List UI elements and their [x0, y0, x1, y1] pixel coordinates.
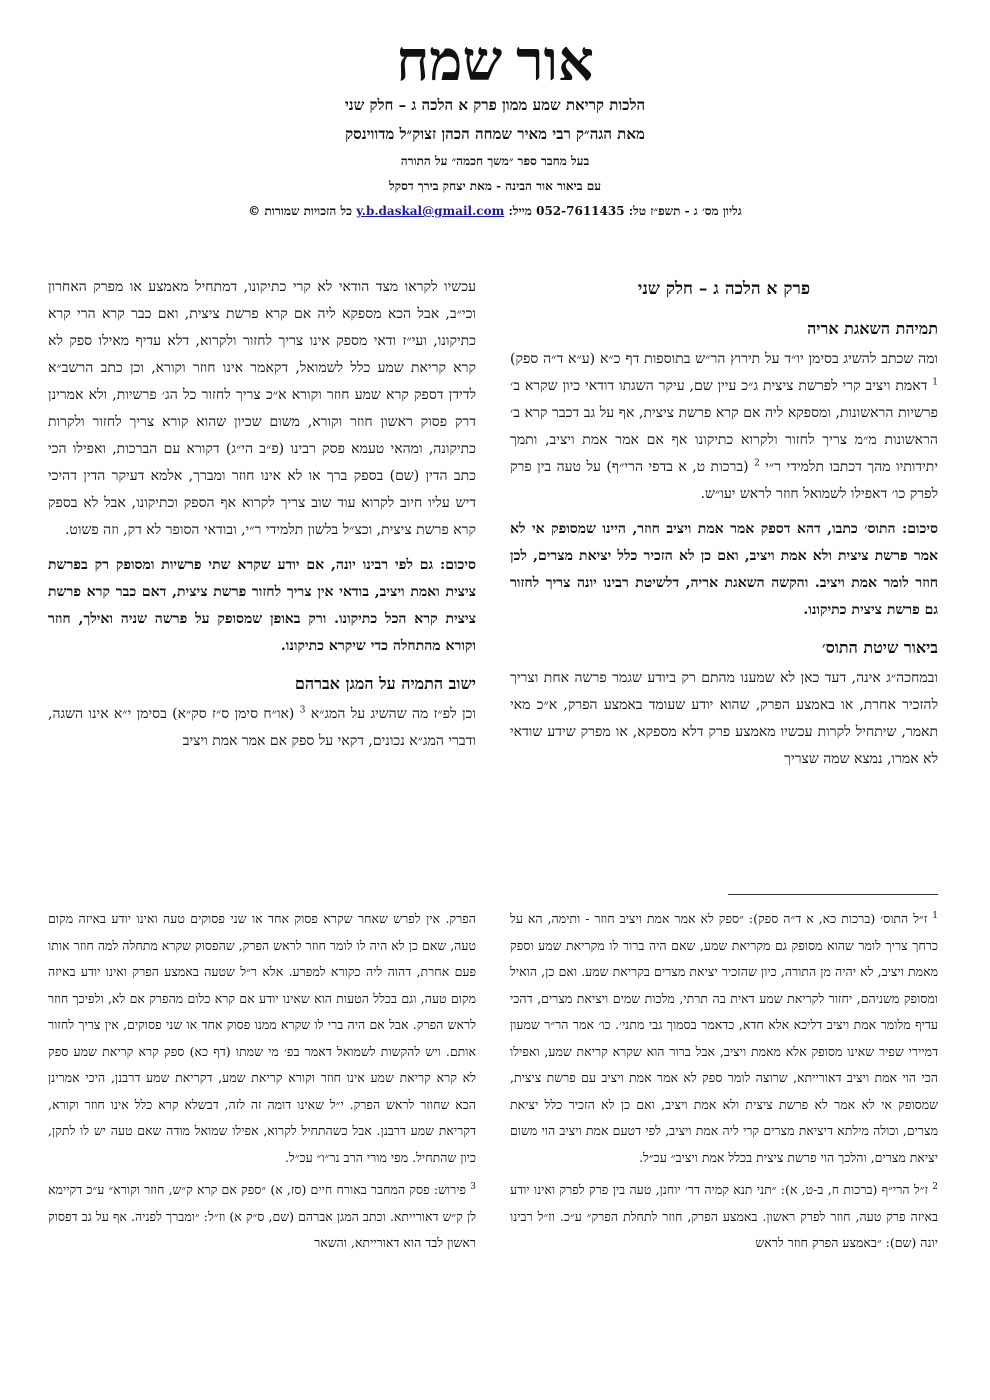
- footnote-2: $^2$ ז״ל הרי״ף (ברכות ח, ב-ט, א): ״תני תנא קמיה דר׳ יוחנן, טעה בין פרק לפרק ואינו יודע באיזה פרק טעה, חוזר לפרק ראשון. באמצע הפרק, חוזר לתחלת הפרק״ ע״כ. וז״ל רבינו יונה (שם): ״באמצע הפרק חוזר לראש: [510, 1181, 938, 1250]
- paragraph-1: ומה שכתב להשיג בסימן יו״ד על תירוץ הר״ש בתוספות דף כ״א (ע״א ד״ה ספק) $^1$ דאמת ויציב קרי לפרשת ציצית ג״כ עיין שם, עיקר השגתו דודאי כיון שקרא ב׳ פרשיות הראשונות, ומספקא ליה אם קרא פרשת ציצית, אף על גב דכבר קרא ב׳ הראשונות מ״מ צריך לחזור ולקרוא כתיקונו אף אם אמר אמת ויציב, ותמך יתידותיו מהך דכתבו תלמידי ר״י $^2$ (ברכות ט, א בדפי הרי״ף) על טעה בין פרק לפרק כו׳ דאפילו לשמואל חוזר לראש יעו״ש.: [510, 351, 939, 502]
- footnote-ref-3[interactable]: 3: [299, 705, 306, 716]
- header: [40, 30, 950, 219]
- email-link[interactable]: y.b.daskal@gmail.com: [356, 204, 505, 218]
- section-heading-3: ישוב התמיה על המגן אברהם: [294, 674, 476, 693]
- footnotes-right: [510, 906, 938, 1263]
- author-note: בעל מחבר ספר ״משך חכמה״ על התורה: [400, 154, 590, 168]
- footnote-ref-1[interactable]: 1: [932, 377, 938, 388]
- paragraph-4: וכן לפ״ז מה שהשיג על המג״א $^3$ (או״ח סימן ס״ז סק״א) בסימן י״א אינו השגה, ודברי המג״א נכונים, דקאי על ספק אם אמר אמת ויציב: [48, 705, 476, 749]
- right-column: [510, 276, 938, 781]
- author-line: מאת הגה״ק רבי מאיר שמחה הכהן זצוק״ל מדווינסק: [345, 125, 645, 143]
- issue-prefix: גליון מס׳ ג - תשפ״ז טל: 052-7611435 מייל:: [508, 204, 742, 218]
- subtitle: הלכות קריאת שמע ממון פרק א הלכה ג – חלק שני: [344, 96, 646, 114]
- commentary-line: עם ביאור אור הבינה - מאת יצחק בירך דסקל: [388, 179, 602, 193]
- summary-2: סיכום: גם לפי רבינו יונה, אם יודע שקרא שתי פרשיות ומסופק רק בפרשת ציצית ואמת ויציב, בודאי אין צריך לחזור פרשת ציצית, דאם כבר קרא פרשת ציצית קרא הכל כתיקונו. ורק באופן שמסופק על פרשה שניה ואילך, חוזר וקורא מהתחלה כדי שיקרא כתיקונו.: [48, 557, 476, 654]
- left-column: [48, 274, 476, 763]
- footnotes-left: [48, 906, 476, 1263]
- summary-1: סיכום: התוס׳ כתבו, דהא דספק אמר אמת ויציב חוזר, היינו שמסופק אי לא אמר פרשת ציצית ולא אמת ויציב, ואם כן לא הזכיר כלל יציאת מצרים, לכן חוזר לומר אמת ויציב. והקשה השאגת אריה, דלשיטת רבינו יונה צריך לחזור גם פרשת ציצית כתיקונו.: [510, 521, 938, 618]
- chapter-heading: פרק א הלכה ג – חלק שני: [637, 279, 811, 299]
- footnote-1: $^1$ ז״ל התוס׳ (ברכות כא, א ד״ה ספק): ״ספק לא אמר אמת ויציב חוזר - ותימה, הא על כרחך צריך לומר שהוא מסופק גם מקריאת שמע, שאם היה ברור לו מקריאת שמע וספק מאמת ויציב, לא יהיה מן התורה, כיון שהזכיר יציאת מצרים בקריאת שמע. ואם כן, הואיל ומסופק משניהם, יחזור לקריאת שמע דאית בה תרתי, מלכות שמים ויציאת מצרים, דהכי עדיף מלומר אמת ויציב דליכא אלא חדא, כדאמר בסמוך גבי מתני׳. כו׳ אמר הר״ר שמעון דמיירי שפיר שאינו מסופק אלא מאמת ויציב, אבל ברור הוא שקרא קריאת שמע, ואפילו הכי הוי אמת ויציב דאורייתא, שרוצה לומר ספק לא אמר אמת ויציב עם פרשת ציצית, שמסופק אי לא אמר לא פרשת ציצית ולא אמת ויציב, ואם כן לא הזכיר כלל יציאת מצרים, וכולה מילתא דיציאת מצרים קרי ליה אמת ויציב, לפי דטעם אמת ויציב הוי משום יציאת מצרים, והלכך הוי פרשת ציצית בכלל אמת ויציב״ עכ״ל.: [510, 910, 938, 1165]
- issue-suffix: כל הזכויות שמורות ©: [248, 204, 352, 218]
- section-heading-1: תמיהת השאגת אריה: [807, 319, 938, 338]
- page-title: אור שמח: [396, 31, 594, 93]
- section-heading-2: ביאור שיטת התוס׳: [821, 638, 938, 657]
- paragraph-2: ובמחכה״ג אינה, דעד כאן לא שמענו מהתם רק ביודע שגמר פרשה אחת וצריך להזכיר אחרת, או באמצע הפרק, שהוא יודע שעומד באמצע הפרק, א״כ מאי תאמר, שיתחיל לקרות עכשיו מאמצע פרק דלא מספקא, או מפרק שידע שודאי לא אמרו, נמצא שמה שצריך: [510, 670, 938, 767]
- issue-line: [40, 204, 950, 219]
- footnote-3: $^3$ פירוש: פסק המחבר באורח חיים (סז, א) ״ספק אם קרא ק״ש, חוזר וקורא״ ע״כ דקיימא לן ק״ש דאורייתא. וכתב המגן אברהם (שם, ס״ק א) וז״ל: ״ומברך לפניה. אף על גב דפסוק ראשון לבד הוא דאורייתא, והשאר: [48, 1181, 476, 1250]
- footnote-2-continued: הפרק. אין לפרש שאחר שקרא פסוק אחד או שני פסוקים טעה ואינו יודע באיזה מקום טעה, שאם כן לא היה לו לומר חוזר לראש הפרק, שהפסוק שקרא מתחלה למה חוזר אותו פעם אחרת, דהוה ליה כקורא למפרע. אלא ר״ל שטעה באמצע הפרק ואינו יודע באיזה מקום טעה, וגם בכלל הטעות הוא שאינו יודע אם קרא כלום מהפרק אם לא, ולפיכך חוזר לראש הפרק. אבל אם היה ברי לו שקרא ממנו פסוק אחד או שני פסוקים, אין צריך לחזור אותם. ויש להקשות לשמואל דאמר בפ׳ מי שמתו (דף כא) ספק קרא קריאת שמע ספק לא קרא קריאת שמע אינו חוזר וקורא קריאת שמע, דקריאת שמע דרבנן, היכי אמרינן הכא שחוזר לראש הפרק. י״ל שאינו דומה זה לזה, דבשלא קרא כלל אינו חוזר וקורא, דקריאת שמע דרבנן. אבל כשהתחיל לקרוא, אפילו שמואל מודה שאם טעה יש לו לתקן, כיון שהתחיל. מפי מורי הרב נר״ו״ עכ״ל.: [48, 911, 476, 1165]
- footnote-divider: [728, 894, 938, 895]
- footnote-ref-2[interactable]: 2: [754, 458, 760, 469]
- paragraph-3: עכשיו לקראו מצד הודאי לא קרי כתיקונו, דמתחיל מאמצע או מפרק האחרון וכי״ב, אבל הכא מספקא ליה אם קרא פרשת ציצית, ואם כבר קרא הרי קרא כתיקונו, ועי״ז ודאי מספק אינו צריך לחזור ולקרוא, דלא עדיף מאילו ספק לא קרא קריאת שמע כלל לשמואל, דקאמר אינו חוזר וקורא, וכן כתב הרשב״א לדידן דספק קרא שמע חוזר וקורא א״כ צריך לחזור כל הג׳ פרשיות, ולא אמרינן דרק פסוק ראשון חוזר וקורא, משום שכיון שהוא קורא צריך לחזור ולקרות כתיקונה, ומהאי טעמא פסק רבינו (פ״ב הי״ג) דקורא עם הברכות, ואפילו הכי כתב הדין (שם) בספק ברך או לא אינו חוזר ומברך, אלמא דעיקר הדין דהיכי דיש עליו חיוב לקרוא עוד שוב צריך לקרוא אף הספק וכתיקונו, אבל לא בספק קרא פרשת ציצית, וכצ״ל בלשון תלמידי ר״י, ובודאי הסופר לא דק, וזה פשוט.: [48, 279, 476, 538]
